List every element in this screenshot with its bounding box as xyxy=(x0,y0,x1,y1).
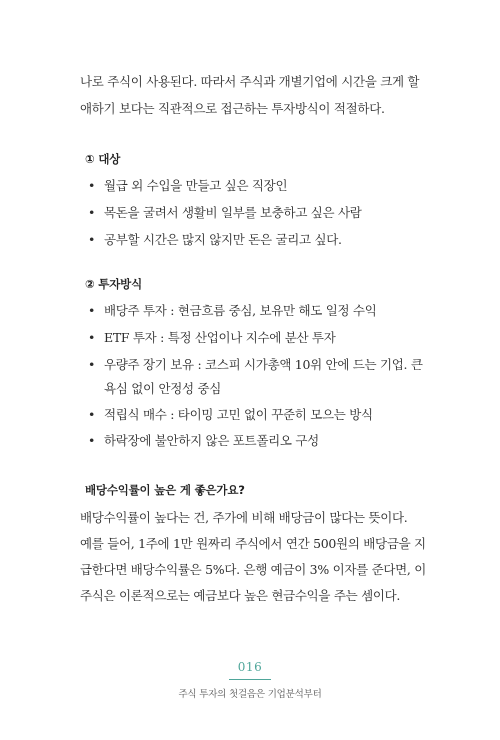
section1-heading: ① 대상 xyxy=(85,152,121,166)
list-item xyxy=(88,355,423,373)
page-number: 016 xyxy=(237,660,263,674)
page-number-underline xyxy=(229,679,271,680)
bullet-icon: • xyxy=(88,433,96,448)
list-item xyxy=(88,405,373,423)
body-line: 급한다면 배당수익률은 5%다. 은행 예금이 3% 이자를 준다면, 이 xyxy=(80,562,427,577)
bullet-icon: • xyxy=(88,357,96,372)
bullet-icon: • xyxy=(88,330,96,345)
bullet-icon: • xyxy=(88,407,96,422)
list-item-text: 공부할 시간은 많지 않지만 돈은 굴리고 싶다. xyxy=(104,232,342,247)
list-item-text: 적립식 매수 : 타이밍 고민 없이 꾸준히 모으는 방식 xyxy=(104,407,373,422)
bullet-icon: • xyxy=(88,205,96,220)
list-item xyxy=(88,431,319,449)
bullet-icon: • xyxy=(88,303,96,318)
intro-line-2: 애하기 보다는 직관적으로 접근하는 투자방식이 적절하다. xyxy=(80,101,385,116)
list-item-text: 목돈을 굴려서 생활비 일부를 보충하고 싶은 사람 xyxy=(104,205,362,220)
body-line: 주식은 이론적으로는 예금보다 높은 현금수익을 주는 셈이다. xyxy=(80,588,401,603)
intro-line-1: 나로 주식이 사용된다. 따라서 주식과 개별기업에 시간을 크게 할 xyxy=(80,74,420,89)
body-line: 배당수익률이 높다는 건, 주가에 비해 배당금이 많다는 뜻이다. xyxy=(80,510,408,525)
list-item-text: 월급 외 수입을 만들고 싶은 직장인 xyxy=(104,178,288,193)
list-item-text: ETF 투자 : 특정 산업이나 지수에 분산 투자 xyxy=(104,330,336,345)
list-item xyxy=(88,230,342,248)
list-item xyxy=(88,328,336,346)
list-item xyxy=(88,203,362,221)
bullet-icon: • xyxy=(88,232,96,247)
list-item xyxy=(88,176,287,194)
list-item xyxy=(88,301,376,319)
section2-heading: ② 투자방식 xyxy=(85,277,142,291)
running-footer-title: 주식 투자의 첫걸음은 기업분석부터 xyxy=(178,689,322,700)
list-item-text: 하락장에 불안하지 않은 포트폴리오 구성 xyxy=(104,433,319,448)
body-line: 예를 들어, 1주에 1만 원짜리 주식에서 연간 500원의 배당금을 지 xyxy=(80,536,426,551)
bullet-icon: • xyxy=(88,178,96,193)
list-item-text: 우량주 장기 보유 : 코스피 시가총액 10위 안에 드는 기업. 큰 xyxy=(104,357,423,372)
section3-heading: 배당수익률이 높은 게 좋은가요? xyxy=(85,483,245,497)
list-item-text: 배당주 투자 : 현금흐름 중심, 보유만 해도 일정 수익 xyxy=(104,303,377,318)
list-item-continuation: 욕심 없이 안정성 중심 xyxy=(104,381,221,396)
